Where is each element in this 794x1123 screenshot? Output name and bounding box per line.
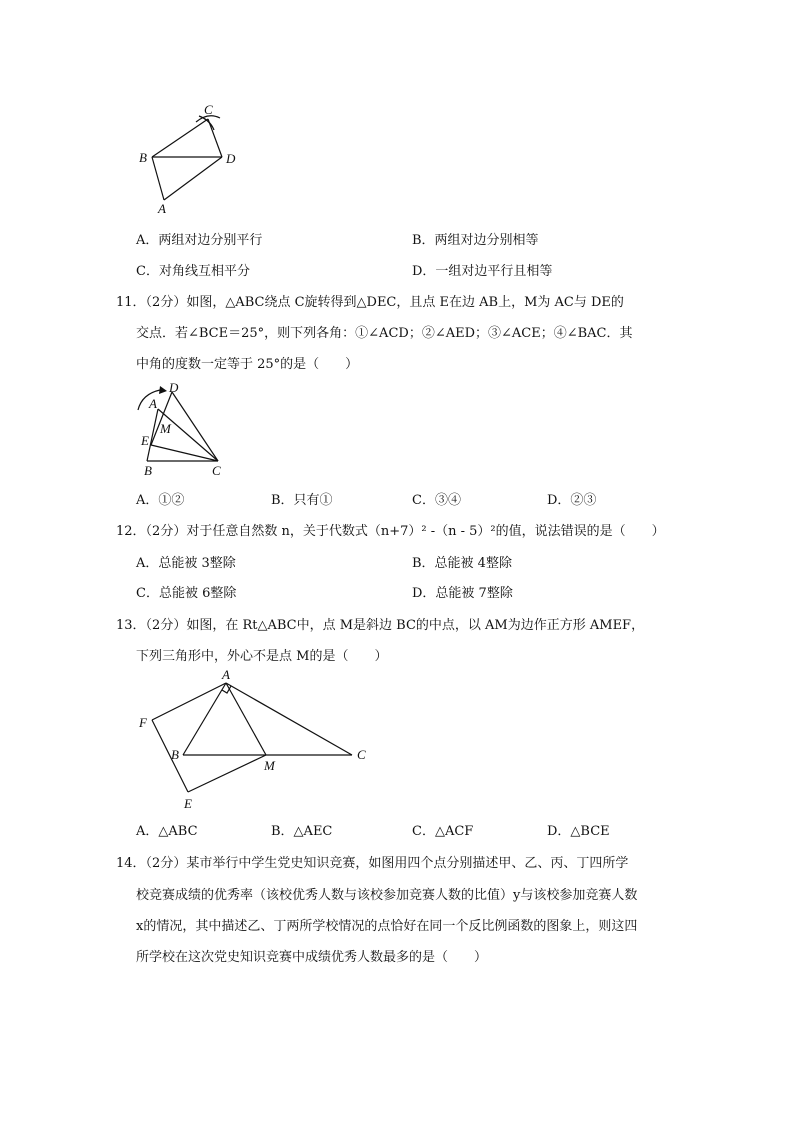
q13-stem-line2: 下列三角形中，外心不是点 M的是（ ） xyxy=(136,649,388,664)
q14-stem-line1: 14．（2分）某市举行中学生党史知识竞赛，如图用四个点分别描述甲、乙、丙、丁四所学 xyxy=(116,856,629,871)
q14-stem-line4: 所学校在这次党史知识竞赛中成绩优秀人数最多的是（ ） xyxy=(136,950,488,965)
q11-label-E: E xyxy=(141,433,149,448)
q12-option-c: C．总能被 6整除 xyxy=(136,586,237,601)
q12-option-a: A．总能被 3整除 xyxy=(136,556,236,571)
q11-label-D: D xyxy=(169,380,179,395)
q11-option-b: B．只有① xyxy=(271,493,333,508)
q10-option-d: D．一组对边平行且相等 xyxy=(412,264,553,279)
q13-option-a: A．△ABC xyxy=(136,824,198,839)
q11-option-a: A．①② xyxy=(136,493,185,508)
q13-label-F: F xyxy=(139,715,147,730)
q13-segment-FE xyxy=(152,720,188,792)
q13-option-c: C．△ACF xyxy=(412,824,474,839)
q12-option-d: D．总能被 7整除 xyxy=(412,586,513,601)
q14-stem-line2: 校竞赛成绩的优秀率（该校优秀人数与该校参加竞赛人数的比值）y与该校参加竞赛人数 xyxy=(136,888,638,903)
q13-label-A: A xyxy=(222,667,230,682)
q13-label-E: E xyxy=(184,796,192,811)
q14-stem-line3: x的情况，其中描述乙、丁两所学校情况的点恰好在同一个反比例函数的图象上，则这四 xyxy=(136,919,638,934)
q11-stem-line2: 交点．若∠BCE＝25°，则下列各角：①∠ACD；②∠AED；③∠ACE；④∠BAC．其 xyxy=(136,326,633,341)
q10-label-A: A xyxy=(158,201,166,216)
q11-option-d: D．②③ xyxy=(547,493,597,508)
q13-option-b: B．△AEC xyxy=(271,824,333,839)
q10-option-c: C．对角线互相平分 xyxy=(136,264,250,279)
q11-label-C: C xyxy=(212,463,221,478)
q11-label-M: M xyxy=(160,421,171,436)
q13-segment-EM xyxy=(188,755,266,792)
q11-stem-line1: 11．（2分）如图，△ABC绕点 C旋转得到△DEC，且点 E在边 AB上，M为 AC与 DE的 xyxy=(116,295,624,310)
q11-label-A: A xyxy=(149,396,157,411)
q13-label-M: M xyxy=(264,758,275,773)
q10-label-B: B xyxy=(139,150,147,165)
q11-option-c: C．③④ xyxy=(412,493,461,508)
q13-option-d: D．△BCE xyxy=(547,824,610,839)
q13-label-C: C xyxy=(357,747,366,762)
q10-option-b: B．两组对边分别相等 xyxy=(412,233,539,248)
q13-stem-line1: 13．（2分）如图，在 Rt△ABC中，点 M是斜边 BC的中点，以 AM为边作正方形 AMEF， xyxy=(116,618,645,633)
q10-label-C: C xyxy=(204,102,213,117)
q12-option-b: B．总能被 4整除 xyxy=(412,556,512,571)
q10-label-D: D xyxy=(226,151,236,166)
q13-segment-AC xyxy=(226,683,352,755)
q10-option-a: A．两组对边分别平行 xyxy=(136,233,263,248)
q11-stem-line3: 中角的度数一定等于 25°的是（ ） xyxy=(136,357,359,372)
q11-label-B: B xyxy=(144,463,152,478)
q12-stem: 12．（2分）对于任意自然数 n，关于代数式（n+7）² -（n - 5）²的值，说法错误的是（ ） xyxy=(116,524,665,539)
q13-label-B: B xyxy=(171,747,179,762)
